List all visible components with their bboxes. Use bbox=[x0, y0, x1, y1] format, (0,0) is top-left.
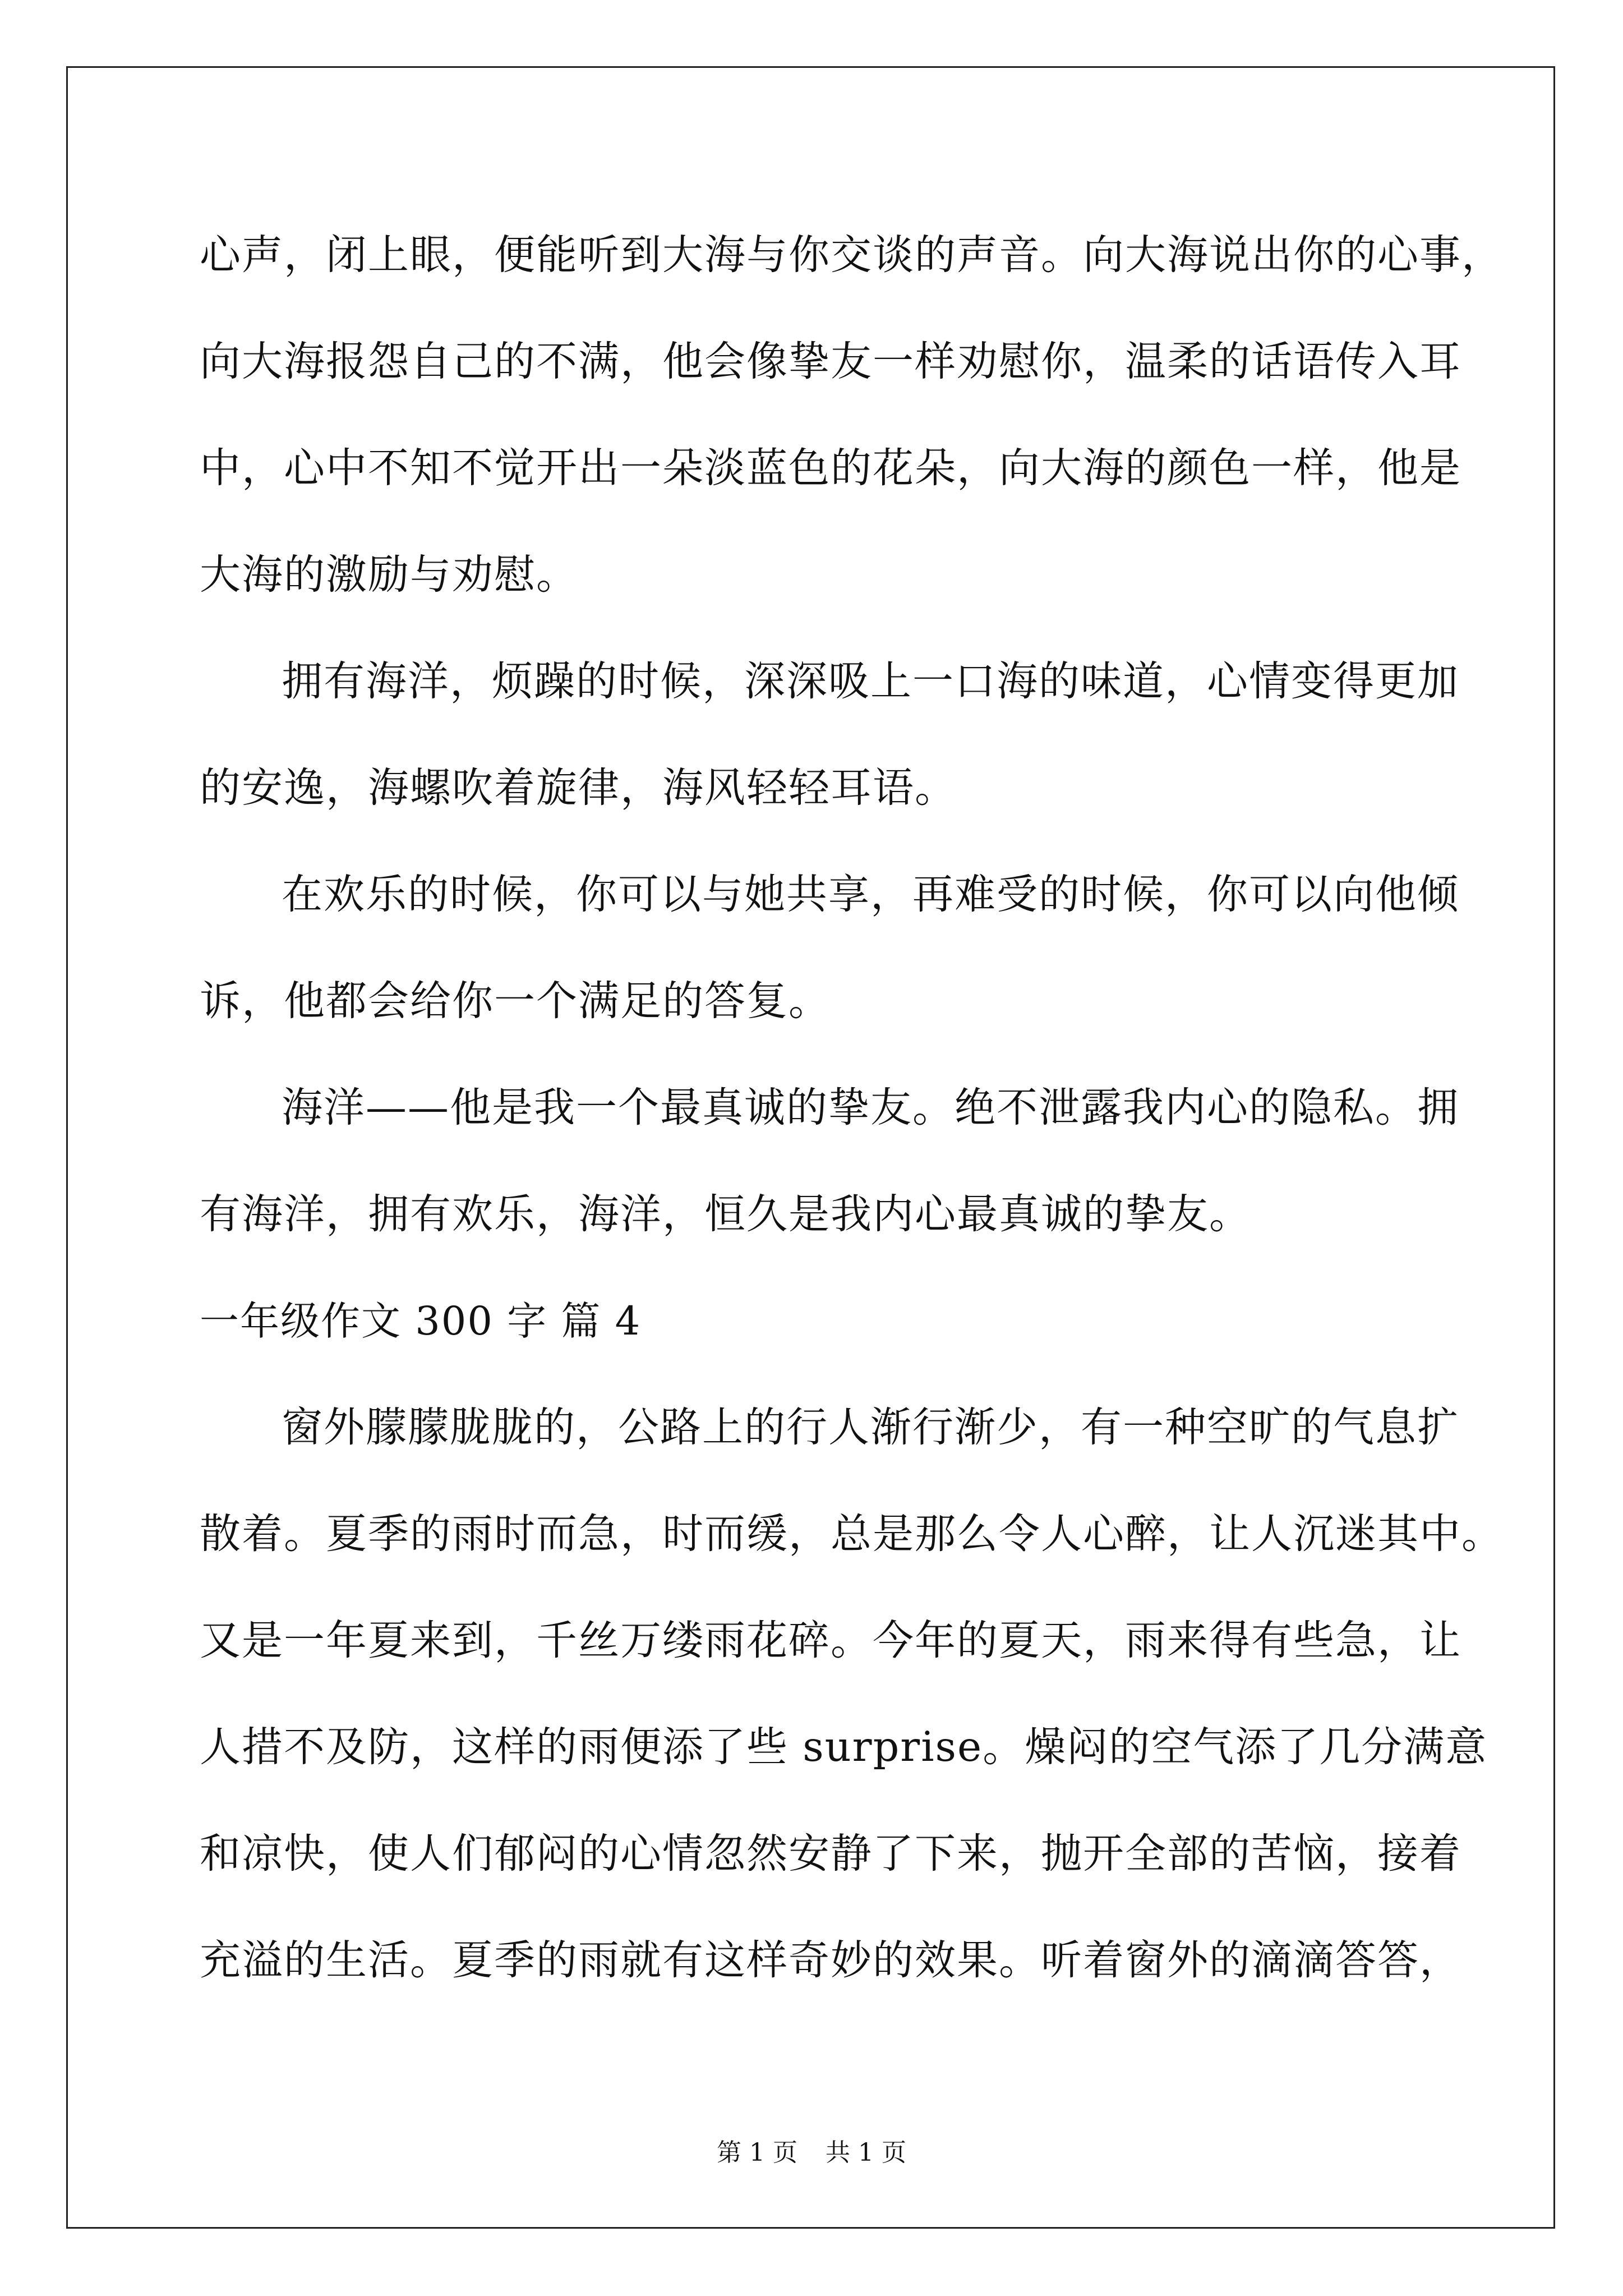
page-number: 第 1 页 bbox=[717, 2138, 797, 2167]
text-line: 中，心中不知不觉开出一朵淡蓝色的花朵，向大海的颜色一样，他是 bbox=[200, 444, 1461, 492]
text-line: 有海洋，拥有欢乐，海洋，恒久是我内心最真诚的挚友。 bbox=[200, 1190, 1251, 1238]
text-line: 心声，闭上眼，便能听到大海与你交谈的声音。向大海说出你的心事， bbox=[200, 231, 1504, 279]
text-line: 又是一年夏来到，千丝万缕雨花碎。今年的夏天，雨来得有些急，让 bbox=[200, 1617, 1461, 1664]
text-line: 人措不及防，这样的雨便添了些 surprise。燥闷的空气添了几分满意 bbox=[200, 1723, 1488, 1771]
text-line: 向大海报怨自己的不满，他会像挚友一样劝慰你，温柔的话语传入耳 bbox=[200, 338, 1461, 385]
page-total: 共 1 页 bbox=[826, 2138, 906, 2167]
paragraph-start: 窗外朦朦胧胧的，公路上的行人渐行渐少，有一种空旷的气息扩 bbox=[282, 1404, 1459, 1451]
paragraph-start: 海洋——他是我一个最真诚的挚友。绝不泄露我内心的隐私。拥 bbox=[282, 1084, 1459, 1131]
paragraph-start: 拥有海洋，烦躁的时候，深深吸上一口海的味道，心情变得更加 bbox=[282, 657, 1459, 705]
text-line: 诉，他都会给你一个满足的答复。 bbox=[200, 977, 831, 1025]
document-body bbox=[200, 202, 1504, 2014]
text-line: 大海的激励与劝慰。 bbox=[200, 551, 578, 599]
section-heading: 一年级作文 300 字 篇 4 bbox=[200, 1298, 642, 1344]
text-line: 的安逸，海螺吹着旋律，海风轻轻耳语。 bbox=[200, 764, 957, 812]
text-line: 散着。夏季的雨时而急，时而缓，总是那么令人心醉，让人沉迷其中。 bbox=[200, 1510, 1504, 1558]
paragraph-start: 在欢乐的时候，你可以与她共享，再难受的时候，你可以向他倾 bbox=[282, 871, 1459, 918]
text-line: 充溢的生活。夏季的雨就有这样奇妙的效果。听着窗外的滴滴答答， bbox=[200, 1936, 1461, 1984]
text-line: 和凉快，使人们郁闷的心情忽然安静了下来，抛开全部的苦恼，接着 bbox=[200, 1830, 1461, 1878]
page-footer bbox=[0, 2136, 1623, 2170]
